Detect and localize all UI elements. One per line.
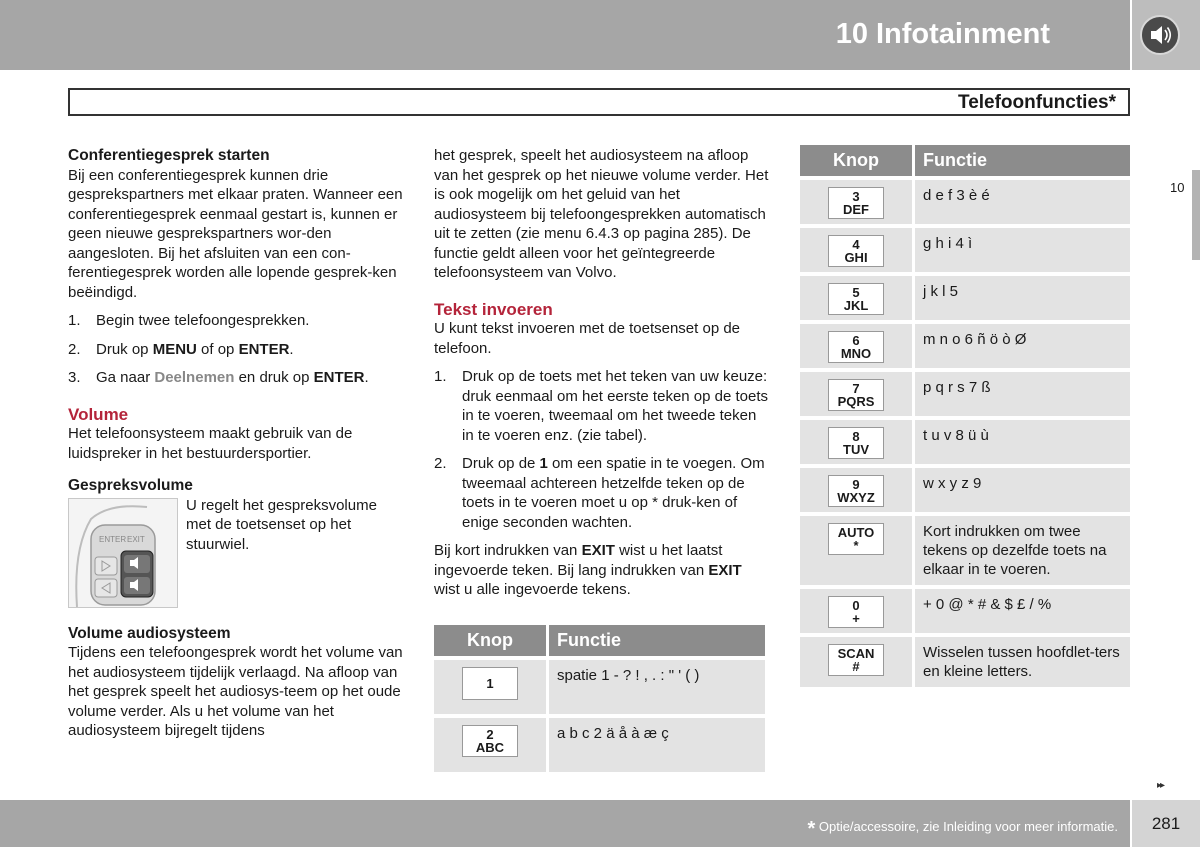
- text-input-text: U kunt tekst invoeren met de toetsenset op de telefoon.: [434, 320, 741, 357]
- step-text-part: om een spatie in te voegen. Om tweemaal achtereen hetzelfde teken op de toets in te voeren moet u op * druk-ken of enige seconden wachten.: [462, 455, 765, 531]
- keypad-key: [462, 667, 518, 700]
- exit-text-part: Bij kort indrukken van: [434, 542, 582, 559]
- function-cell: + 0 @ * # & $ £ / %: [914, 587, 1131, 635]
- call-volume-heading: Gespreksvolume: [68, 477, 193, 494]
- key-cell: [800, 226, 914, 274]
- key-label-top: 4: [852, 237, 860, 252]
- exit-text-part: wist u alle ingevoerde tekens.: [434, 581, 631, 598]
- volume-text: Het telefoonsysteem maakt gebruik van de luidspreker in het bestuurdersportier.: [68, 425, 353, 462]
- audio-volume-text-continued: het gesprek, speelt het audiosysteem na afloop van het gesprek op het nieuwe volume verder. Het is ook mogelijk om het geluid van het audiosysteem bij telefoongesprekken automatisch uit te zetten (zie menu 6.4.3 op pagina 285). De functie geldt alleen voor het geïntegreerde telefoonsysteem van Volvo.: [434, 147, 769, 281]
- section-title-box: [68, 88, 1130, 116]
- keypad-key: [828, 283, 884, 315]
- audio-volume-text: Tijdens een telefoongesprek wordt het volume van het audiosysteem tijdelijk verlaagd. Na afloop van het gesprek speelt het audiosys-teem op het oude volume verder. Als u het volume van het audiosysteem bijregelt tijdens: [68, 644, 403, 739]
- function-cell: spatie 1 - ? ! , . : " ' ( ): [548, 658, 766, 716]
- step-text: [462, 454, 769, 532]
- key-label-bottom: DEF: [843, 202, 869, 217]
- table-row: [800, 587, 1130, 635]
- key-label-top: 0: [852, 598, 860, 613]
- text-input-heading: Tekst invoeren: [434, 299, 553, 319]
- key-label-top: 9: [852, 477, 860, 492]
- key-label-bottom: TUV: [843, 442, 869, 457]
- speaker-icon: [1140, 15, 1180, 55]
- step-text: [96, 368, 369, 388]
- key-cell: [800, 514, 914, 587]
- key-label-top: AUTO: [837, 525, 875, 540]
- function-cell: t u v 8 ü ù: [914, 418, 1131, 466]
- steering-enter-label: ENTER: [99, 534, 127, 544]
- key-label-top: 2: [486, 727, 494, 742]
- step-text: Begin twee telefoongesprekken.: [96, 312, 310, 329]
- footnote-star: *: [807, 818, 816, 840]
- function-cell: Kort indrukken om twee tekens op dezelfde toets na elkaar in te voeren.: [914, 514, 1131, 587]
- column-header-functie: Functie: [548, 625, 766, 658]
- key-label-bottom: WXYZ: [837, 490, 875, 505]
- enter-keyword: ENTER: [313, 369, 365, 386]
- list-item: [434, 367, 769, 445]
- table-header-row: [800, 145, 1130, 178]
- key-label-bottom: +: [852, 611, 860, 626]
- footnote-text: Optie/accessoire, zie Inleiding voor meer informatie.: [815, 819, 1118, 834]
- header-bar: [0, 0, 1130, 70]
- table-row: [434, 658, 765, 716]
- table-row: [800, 466, 1130, 514]
- page-number: 281: [1132, 800, 1200, 847]
- key-label-bottom: MNO: [840, 346, 872, 361]
- section-title: Telefoonfuncties*: [958, 92, 1116, 113]
- chapter-side-tab: [1192, 170, 1200, 260]
- key-cell: [800, 370, 914, 418]
- enter-keyword: ENTER: [238, 340, 290, 358]
- key-cell: [800, 587, 914, 635]
- exit-keyword: EXIT: [708, 561, 742, 579]
- table-row: [800, 226, 1130, 274]
- column-middle: [434, 146, 769, 600]
- column-header-knop: Knop: [800, 145, 914, 178]
- step-number: 2.: [434, 455, 447, 472]
- list-item: [68, 340, 403, 360]
- key-label-top: 6: [852, 333, 860, 348]
- table-header-row: [434, 625, 765, 658]
- column-header-functie: Functie: [914, 145, 1131, 178]
- step-text-part: Druk op: [96, 340, 153, 358]
- step-text: Druk op de toets met het teken van uw keuze: druk eenmaal om het eerste teken op de toets in te voeren, tweemaal om het tweede teken in te voeren enz. (zie tabel).: [462, 368, 769, 444]
- keypad-key: [828, 523, 884, 555]
- step-text-part: .: [289, 340, 294, 358]
- step-number: 1.: [68, 312, 81, 329]
- steering-exit-label: EXIT: [127, 534, 145, 544]
- column-header-knop: Knop: [434, 625, 548, 658]
- keypad-key: [828, 427, 884, 459]
- table-row: [800, 178, 1130, 226]
- step-number: 1.: [434, 368, 447, 385]
- chapter-side-tab-label: 10: [1170, 180, 1185, 195]
- key-label-bottom: GHI: [844, 250, 868, 265]
- step-number: 2.: [68, 340, 81, 358]
- key-cell: [800, 418, 914, 466]
- function-cell: j k l 5: [914, 274, 1131, 322]
- key-cell: [800, 635, 914, 687]
- keypad-key: [828, 379, 884, 411]
- key-function-table: [800, 145, 1130, 687]
- column-left: [68, 146, 403, 741]
- step-text-part: Ga naar: [96, 369, 155, 386]
- key-cell: [800, 178, 914, 226]
- step-text-part: .: [364, 369, 369, 386]
- keypad-key: [828, 331, 884, 363]
- exit-text-part: wist u het laatst ingevoerde teken. Bij lang indrukken van: [434, 542, 723, 579]
- table-row: [800, 514, 1130, 587]
- function-cell: Wisselen tussen hoofdlet-ters en kleine letters.: [914, 635, 1131, 687]
- exit-keyword: EXIT: [581, 542, 615, 559]
- table-row: [800, 322, 1130, 370]
- call-volume-block: [68, 496, 403, 612]
- list-item: [68, 311, 403, 331]
- key-label-top: 7: [852, 381, 860, 396]
- step-text-part: en druk op: [234, 369, 314, 386]
- table-row: [800, 370, 1130, 418]
- key-cell: [800, 274, 914, 322]
- keypad-key: [828, 235, 884, 267]
- continue-arrow-icon: ▸▸: [1157, 780, 1164, 791]
- key-label-top: 5: [852, 285, 860, 300]
- conference-text: Bij een conferentiegesprek kunnen drie gesprekspartners met elkaar praten. Wanneer een conferentiegesprek eenmaal gestart is, kunnen er geen nieuwe gesprekspartners wor-den aangesloten. Bij het afsluiten van een con-ferentiegesprek worden alle lopende gesprek-ken beëindigd.: [68, 166, 403, 301]
- table-row: [800, 418, 1130, 466]
- menu-keyword: MENU: [152, 340, 197, 358]
- conference-heading: Conferentiegesprek starten: [68, 147, 270, 164]
- key-label-bottom: #: [852, 659, 860, 674]
- key-label-top: SCAN: [837, 646, 875, 661]
- step-text-part: of op: [196, 340, 239, 358]
- function-cell: d e f 3 è é: [914, 178, 1131, 226]
- step-number: 3.: [68, 369, 81, 386]
- key-label-bottom: JKL: [843, 298, 869, 313]
- keypad-key: [828, 475, 884, 507]
- key-1-keyword: 1: [539, 455, 548, 472]
- chapter-title: 10 Infotainment: [835, 18, 1050, 50]
- function-cell: a b c 2 ä å à æ ç: [548, 716, 766, 772]
- key-cell: [434, 716, 548, 772]
- function-cell: p q r s 7 ß: [914, 370, 1131, 418]
- keypad-key: [462, 725, 518, 757]
- key-cell: [800, 466, 914, 514]
- keypad-key: [828, 596, 884, 628]
- keypad-key: [828, 644, 884, 676]
- step-text-part: Druk op de: [462, 455, 540, 472]
- key-label-top: 8: [852, 429, 860, 444]
- function-cell: g h i 4 ì: [914, 226, 1131, 274]
- exit-text: [434, 541, 769, 600]
- audio-volume-heading: Volume audiosysteem: [68, 624, 231, 642]
- key-function-table-small: [434, 625, 765, 772]
- steering-wheel-keypad-image: [68, 498, 178, 608]
- key-cell: [800, 322, 914, 370]
- volume-heading: Volume: [68, 404, 129, 424]
- key-label-top: 3: [852, 189, 860, 204]
- function-cell: w x y z 9: [914, 466, 1131, 514]
- menu-option-deelnemen: Deelnemen: [154, 369, 235, 386]
- key-label: 1: [486, 676, 494, 691]
- table-row: [800, 635, 1130, 687]
- step-text: [96, 340, 294, 360]
- key-cell: [434, 658, 548, 716]
- call-volume-text: U regelt het gespreksvolume met de toetsenset op het stuurwiel.: [186, 496, 377, 553]
- list-item: [434, 454, 769, 532]
- list-item: [68, 368, 403, 388]
- key-label-bottom: PQRS: [837, 394, 875, 409]
- key-label-bottom: ABC: [475, 740, 505, 755]
- footer-bar: [0, 800, 1130, 847]
- key-label-bottom: *: [853, 538, 859, 553]
- footnote: [807, 818, 1118, 841]
- keypad-key: [828, 187, 884, 219]
- function-cell: m n o 6 ñ ö ò Ø: [914, 322, 1131, 370]
- table-row: [800, 274, 1130, 322]
- table-row: [434, 716, 765, 772]
